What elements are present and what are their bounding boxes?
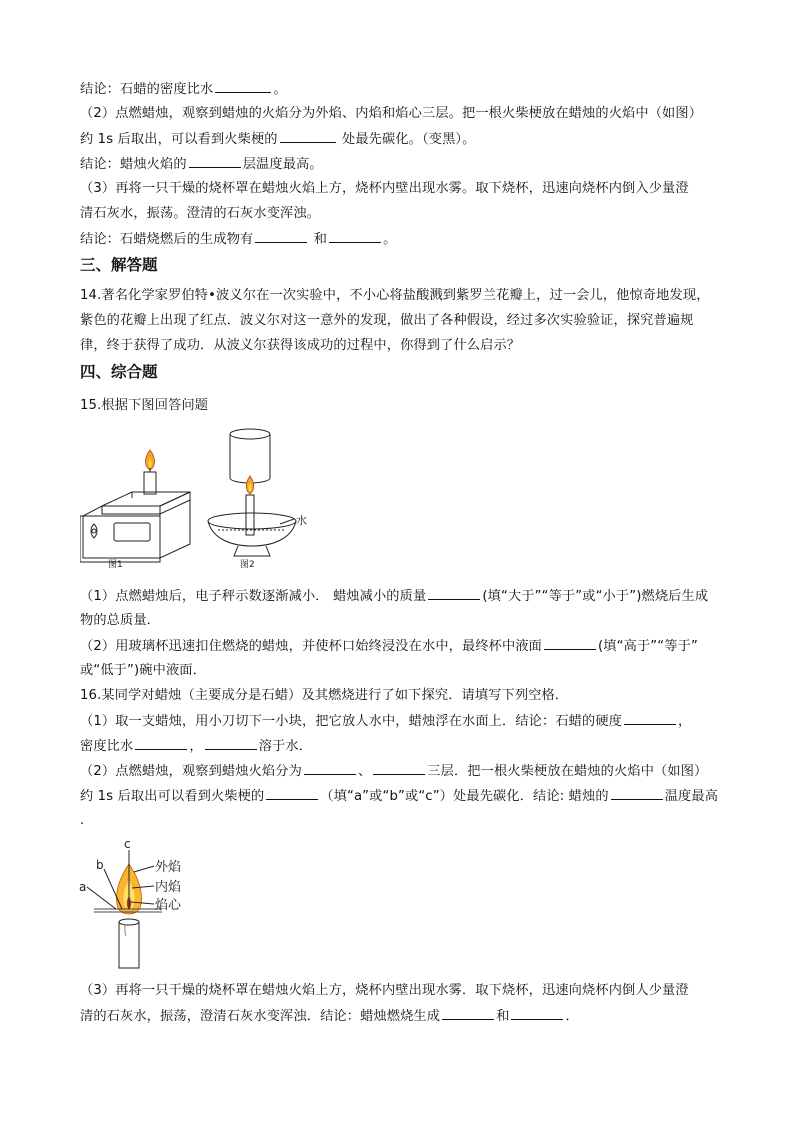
- q16-part3-line2: [80, 1007, 579, 1026]
- text: 、: [357, 764, 372, 779]
- answer-blank[interactable]: [624, 712, 676, 725]
- text: 和: [309, 232, 328, 247]
- text: 结论：蜡烛火焰的: [80, 157, 187, 172]
- q15-intro: 15.根据下图回答问题: [80, 398, 209, 413]
- text: 。: [383, 232, 397, 247]
- text: 约 1s 后取出，可以看到火柴梗的: [80, 132, 278, 147]
- q13-conclusion-1: [80, 80, 287, 99]
- answer-blank[interactable]: [135, 737, 187, 750]
- water-label: 水: [296, 514, 307, 527]
- text: （2）用玻璃杯迅速扣住燃烧的蜡烛，并使杯口始终浸没在水中，最终杯中液面: [80, 639, 543, 654]
- fig1-label: 图1: [108, 560, 123, 570]
- answer-blank[interactable]: [544, 637, 596, 650]
- text: ．: [565, 1009, 579, 1024]
- text: ，: [678, 714, 692, 729]
- glass-over-candle-figure: [208, 429, 296, 556]
- text: 约 1s 后取出可以看到火柴梗的: [80, 789, 265, 804]
- q15-figures: [80, 420, 320, 570]
- q15-part2-line2: 或“低于”)碗中液面．: [80, 663, 206, 678]
- answer-blank[interactable]: [304, 762, 356, 775]
- q16-part1-line2: [80, 737, 312, 756]
- text: （2）点燃蜡烛，观察到蜡烛火焰分为: [80, 764, 302, 779]
- label-a: a: [79, 880, 87, 894]
- q13-part2-line1: （2）点燃蜡烛，观察到蜡烛的火焰分为外焰、内焰和焰心三层。把一根火柴梗放在蜡烛的火焰中（如图）: [80, 106, 703, 121]
- text: 温度最高: [664, 789, 719, 804]
- fig2-label: 图2: [240, 560, 255, 570]
- q15-part1-line1: [80, 587, 708, 606]
- q16-part2-line3: .: [80, 813, 85, 828]
- answer-blank[interactable]: [511, 1007, 563, 1020]
- label-flame-core: 焰心: [155, 898, 182, 913]
- text: （1）点燃蜡烛后，电子秤示数逐渐减小． 蜡烛减小的质量: [80, 589, 427, 604]
- q13-part2-line2: [80, 130, 476, 149]
- q14-line1: 14.著名化学家罗伯特•波义尔在一次实验中，不小心将盐酸溅到紫罗兰花瓣上，过一会儿，他惊奇地发现，: [80, 288, 710, 303]
- q13-conclusion-2: [80, 155, 323, 174]
- text: 密度比水: [80, 739, 134, 754]
- answer-blank[interactable]: [442, 1007, 494, 1020]
- text: 。: [273, 82, 287, 97]
- answer-blank[interactable]: [266, 787, 318, 800]
- text: ，: [189, 739, 203, 754]
- text: （1）取一支蜡烛，用小刀切下一小块，把它放人水中，蜡烛浮在水面上．结论：石蜡的硬度: [80, 714, 623, 729]
- text: 结论：石蜡烧燃后的生成物有: [80, 232, 254, 247]
- section-4-title: 四、综合题: [80, 363, 158, 381]
- q13-part3-line2: 清石灰水，振荡。澄清的石灰水变浑浊。: [80, 206, 321, 221]
- label-inner-flame: 内焰: [155, 880, 182, 895]
- answer-blank[interactable]: [255, 230, 307, 243]
- label-c: c: [124, 837, 131, 851]
- q14-line2: 紫色的花瓣上出现了红点．波义尔对这一意外的发现，做出了各种假设，经过多次实验验证，探究普遍规: [80, 313, 694, 328]
- label-outer-flame: 外焰: [155, 860, 182, 875]
- section-3-title: 三、解答题: [80, 256, 158, 274]
- answer-blank[interactable]: [205, 737, 257, 750]
- text: 清的石灰水，振荡，澄清石灰水变浑浊．结论：蜡烛燃烧生成: [80, 1009, 441, 1024]
- q16-intro: 16.某同学对蜡烛（主要成分是石蜡）及其燃烧进行了如下探究．请填写下列空格．: [80, 688, 569, 703]
- answer-blank[interactable]: [428, 587, 480, 600]
- text: (填“高于”“等于”: [598, 639, 698, 654]
- answer-blank[interactable]: [215, 80, 271, 93]
- q15-part1-line2: 物的总质量．: [80, 613, 161, 628]
- scale-with-candle-figure: [80, 450, 190, 562]
- q13-conclusion-3: [80, 230, 396, 249]
- q13-part3-line1: （3）再将一只干燥的烧杯罩在蜡烛火焰上方，烧杯内壁出现水雾。取下烧杯，迅速向烧杯内倒入少量澄: [80, 181, 689, 196]
- text: 处最先碳化。（变黑）。: [337, 132, 476, 147]
- answer-blank[interactable]: [329, 230, 381, 243]
- q16-part2-line1: [80, 762, 707, 781]
- label-b: b: [96, 858, 104, 872]
- q16-part3-line1: （3）再将一只干燥的烧杯罩在蜡烛火焰上方，烧杯内壁出现水雾．取下烧杯，迅速向烧杯内倒人少量澄: [80, 983, 689, 998]
- text: 三层．把一根火柴梗放在蜡烛的火焰中（如图）: [427, 764, 708, 779]
- answer-blank[interactable]: [280, 130, 336, 143]
- text: 和: [496, 1009, 510, 1024]
- q14-line3: 律，终于获得了成功．从波义尔获得该成功的过程中，你得到了什么启示？: [80, 338, 521, 353]
- text: (填“大于”“等于”或“小于”)燃烧后生成: [482, 589, 709, 604]
- answer-blank[interactable]: [611, 787, 663, 800]
- candle-flame-figure: [74, 836, 194, 972]
- text: （填“a”或“b”或“c”）处最先碳化．结论: 蜡烛的: [320, 789, 609, 804]
- text: 层温度最高。: [242, 157, 323, 172]
- q16-part2-line2: [80, 787, 718, 806]
- answer-blank[interactable]: [373, 762, 425, 775]
- answer-blank[interactable]: [189, 155, 241, 168]
- q16-part1-line1: [80, 712, 691, 731]
- q15-part2-line1: [80, 637, 698, 656]
- text: 结论：石蜡的密度比水: [80, 82, 214, 97]
- text: 溶于水．: [258, 739, 313, 754]
